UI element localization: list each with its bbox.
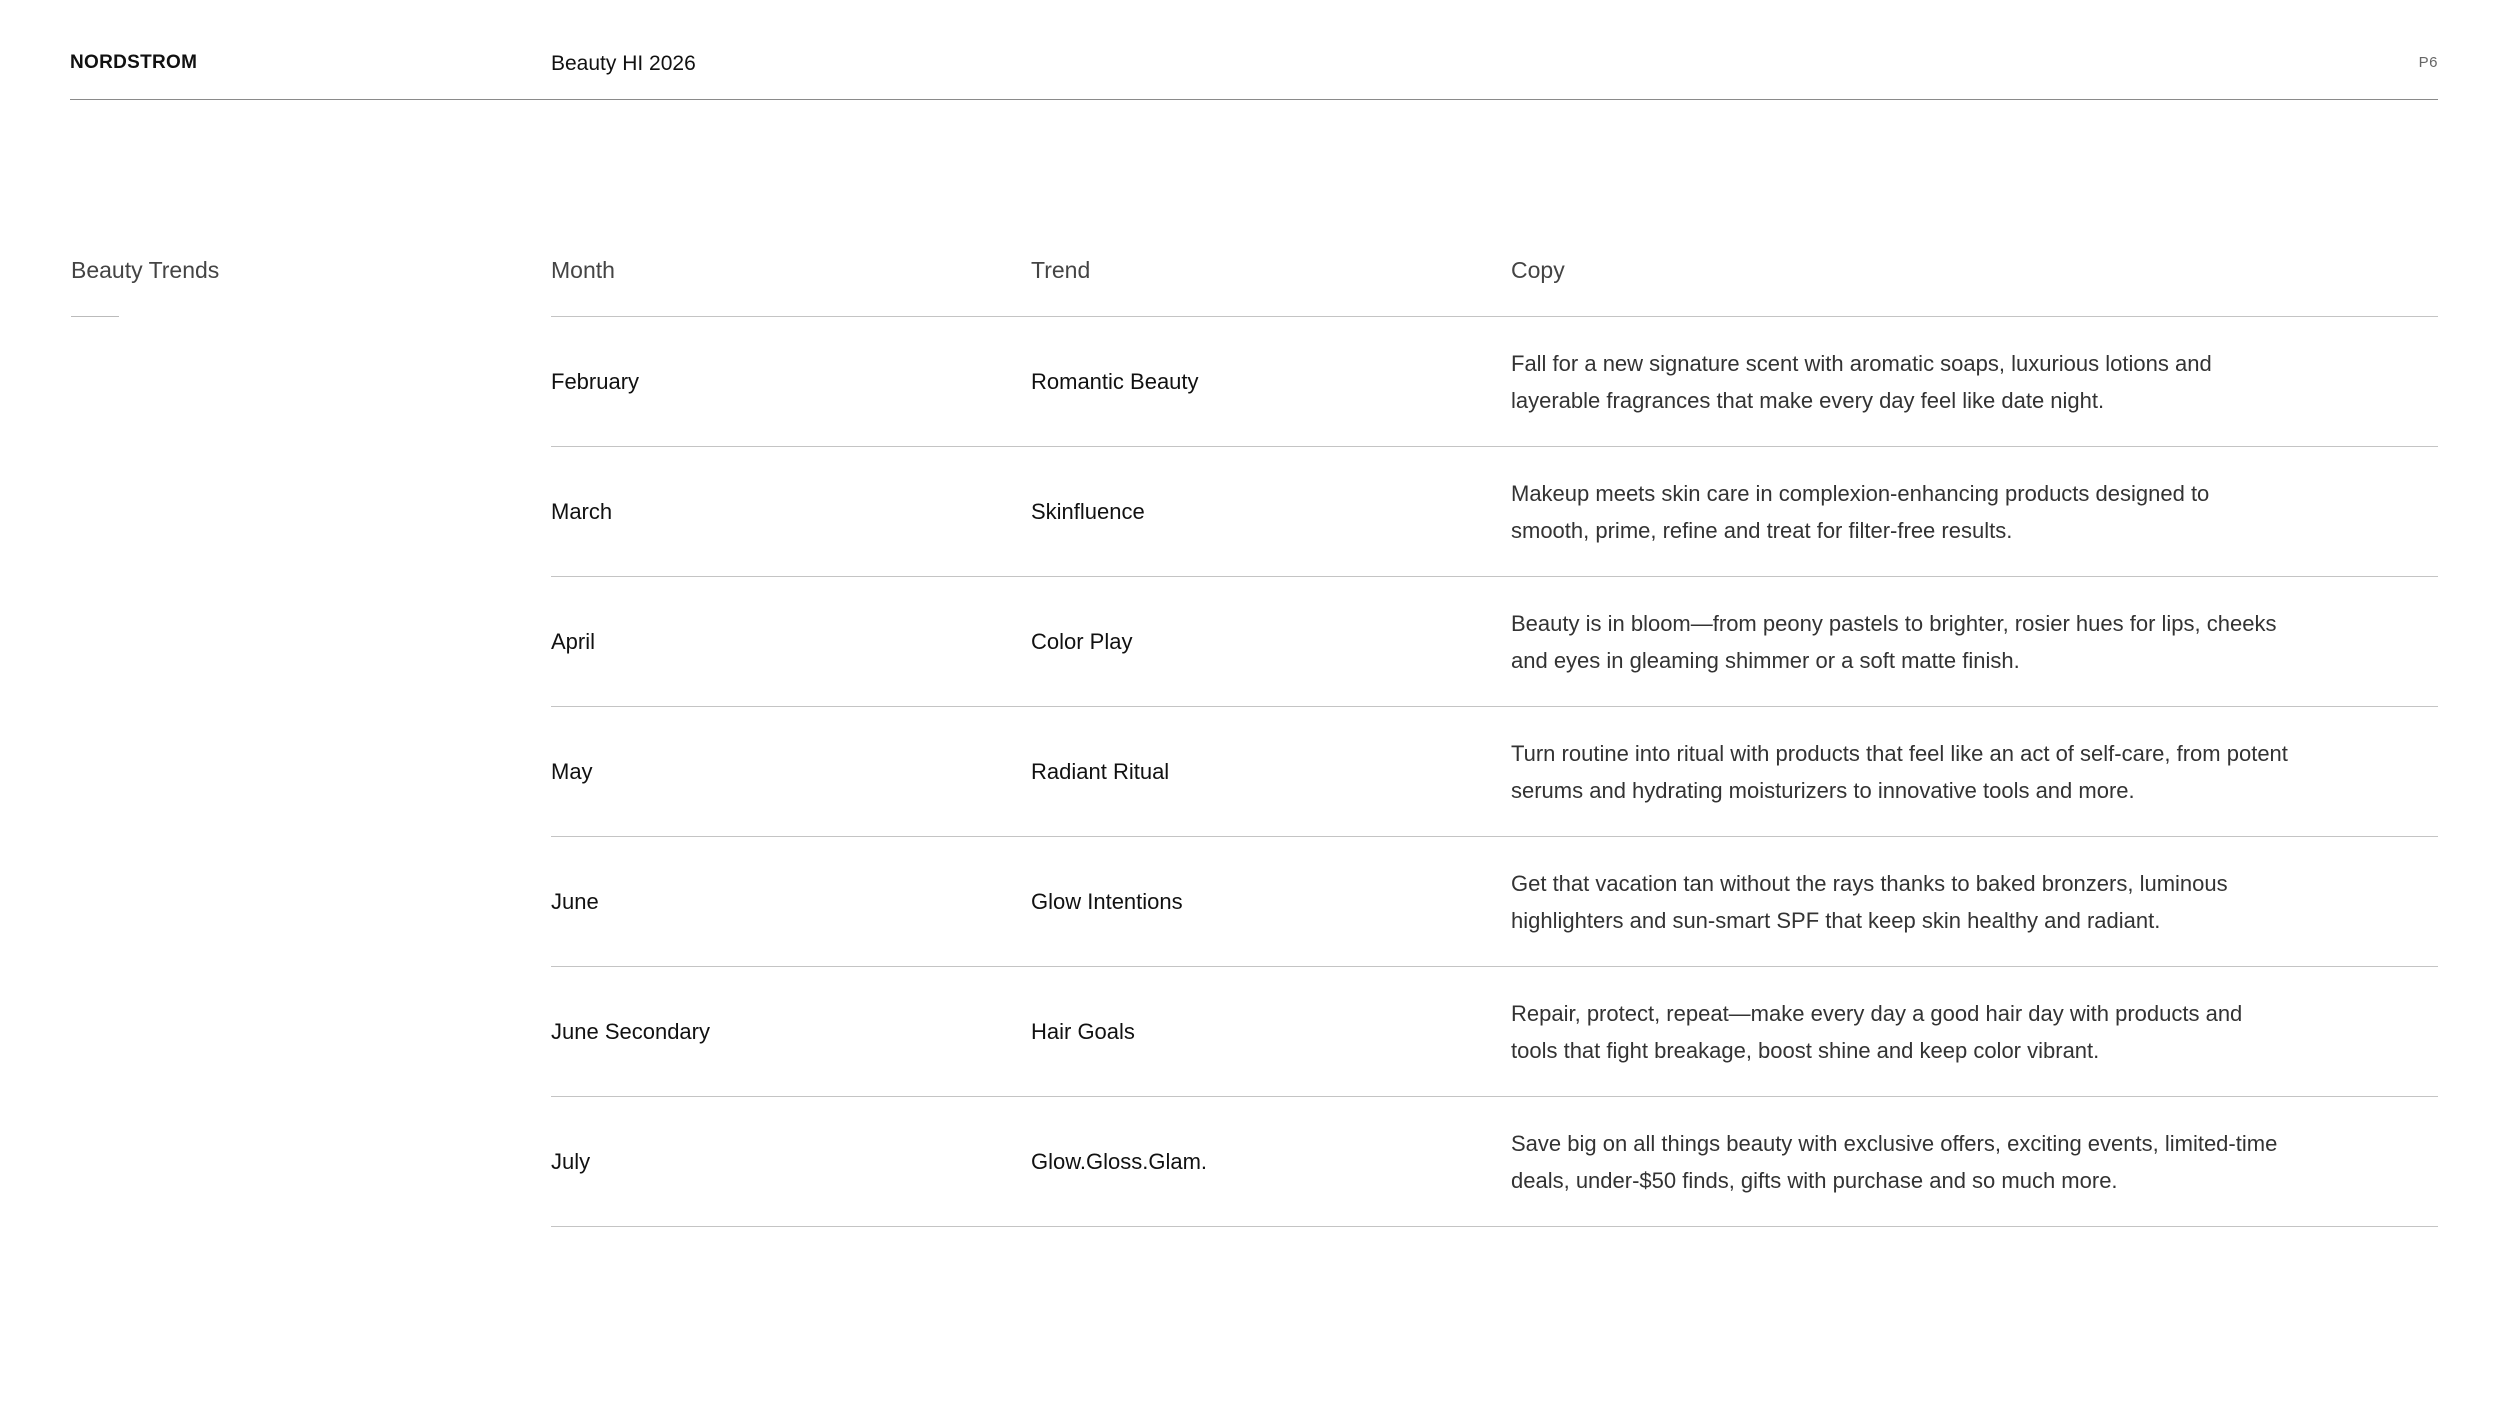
column-header-trend: Trend	[1031, 257, 1091, 283]
section-title: Beauty Trends	[71, 257, 220, 283]
table-header	[551, 239, 2438, 317]
month-cell: May	[551, 758, 593, 784]
month-cell: June	[551, 888, 599, 914]
trend-cell: Color Play	[1031, 628, 1133, 654]
month-cell: June Secondary	[551, 1018, 710, 1044]
copy-cell: Get that vacation tan without the rays thanks to baked bronzers, luminous highlighters and sun-smart SPF that keep skin healthy and radiant.	[1511, 870, 2228, 933]
column-header-copy: Copy	[1511, 257, 1565, 283]
trend-cell: Glow Intentions	[1031, 888, 1183, 914]
column-header-month: Month	[551, 257, 615, 283]
copy-cell: Beauty is in bloom—from peony pastels to brighter, rosier hues for lips, cheeks and eyes in gleaming shimmer or a soft matte finish.	[1511, 610, 2277, 673]
copy-cell: Repair, protect, repeat—make every day a good hair day with products and tools that fight breakage, boost shine and keep color vibrant.	[1511, 1000, 2243, 1063]
copy-cell: Fall for a new signature scent with aromatic soaps, luxurious lotions and layerable fragrances that make every day feel like date night.	[1511, 350, 2212, 413]
trend-cell: Hair Goals	[1031, 1018, 1135, 1044]
trends-table	[551, 239, 2438, 1227]
section-divider	[71, 316, 119, 317]
trend-cell: Romantic Beauty	[1031, 368, 1199, 394]
document-title: Beauty HI 2026	[551, 52, 696, 75]
table-row	[551, 1097, 2438, 1227]
table-row	[551, 707, 2438, 837]
trend-cell: Radiant Ritual	[1031, 758, 1170, 784]
copy-cell: Save big on all things beauty with exclusive offers, exciting events, limited-time deals, under-$50 finds, gifts with purchase and so much more.	[1511, 1130, 2278, 1193]
month-cell: February	[551, 368, 640, 394]
table-row	[551, 837, 2438, 967]
brand-logo: NORDSTROM	[70, 52, 198, 73]
page-number: P6	[2418, 54, 2438, 71]
table-row	[551, 447, 2438, 577]
trend-cell: Glow.Gloss.Glam.	[1031, 1148, 1208, 1174]
table-row	[551, 967, 2438, 1097]
copy-cell: Makeup meets skin care in complexion-enhancing products designed to smooth, prime, refine and treat for filter-free results.	[1511, 480, 2210, 543]
month-cell: April	[551, 628, 596, 654]
month-cell: March	[551, 498, 613, 524]
page-header	[70, 0, 2438, 100]
table-row	[551, 577, 2438, 707]
table-row	[551, 317, 2438, 447]
trend-cell: Skinfluence	[1031, 498, 1145, 524]
month-cell: July	[551, 1148, 591, 1174]
copy-cell: Turn routine into ritual with products that feel like an act of self-care, from potent serums and hydrating moisturizers to innovative tools and more.	[1511, 740, 2288, 803]
